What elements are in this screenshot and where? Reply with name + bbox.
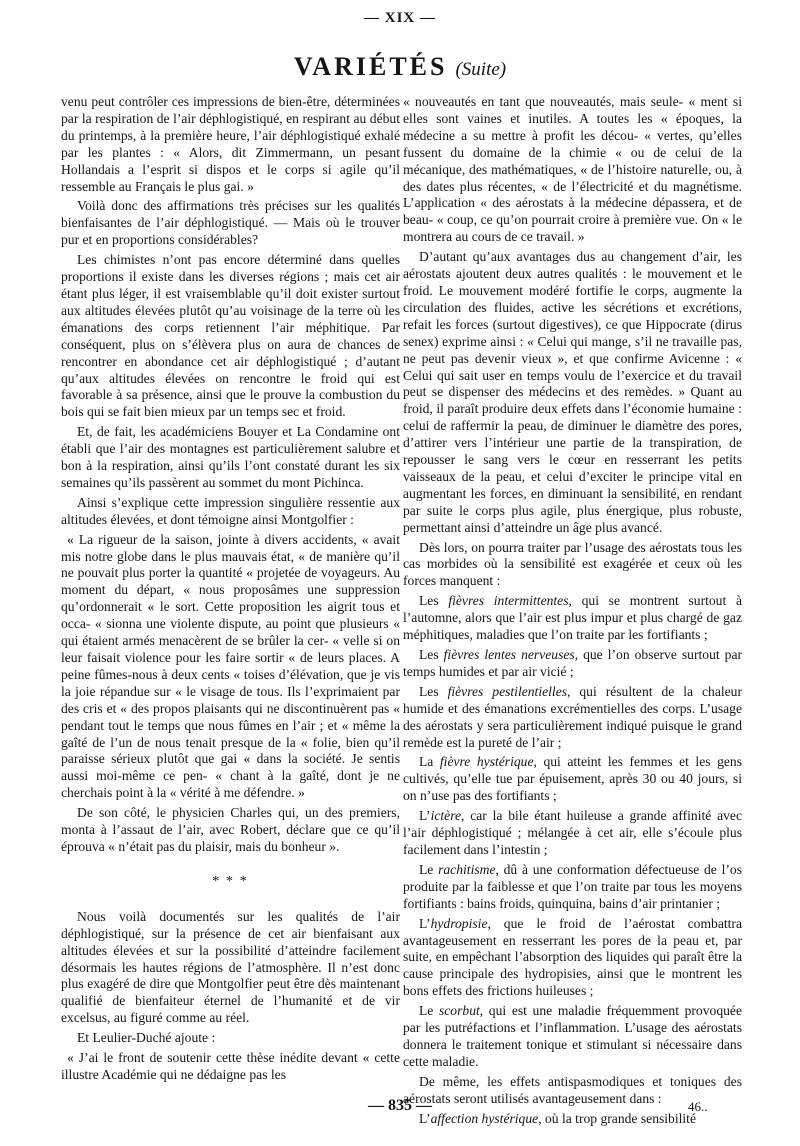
list-item: Les fièvres pestilentielles, qui résultent de la chaleur humide et des émanations excrémentielles des corps. L’usage des aérostats y sera particulièrement indiqué puisque le grand remède est la pureté de l’air ; [403,683,743,750]
list-item-text: , où la trop grande sensibilité [538,1110,696,1126]
list-item: Les fièvres intermittentes, qui se montrent surtout à l’automne, alors que l’air est plus impur et plus chargé de gaz méphitiques, maladies que l’on traite par les fortifiants ; [403,593,742,643]
list-item: Le scorbut, qui est une maladie fréquemment provoquée par les putréfactions et l’inflammation. L’usage des aérostats donnera le traitement tonique et stimulant si nécessaire dans cette maladie. [403,1003,742,1069]
quote-continuation: « nouveautés en tant que nouveautés, mais seule- « ment si elles sont vaines et inutiles. A toutes les « époques, la médecine a su mettre à profit les décou- « vertes, qu’elles fussent du domaine de la chimie « ou de celui de la mécanique, des mathématiques, « de l’histoire naturelle, ou, à des dates plus récentes, « de l’électricité et du magnétisme. L’application « des aérostats à la médecine dépassera, et de beau- « coup, ce qu’on pourrait croire à première vue. On « le montrera au cours de ce travail. » [403,94,742,245]
quote-leulier-duche: « J’ai le front de soutenir cette thèse inédite devant « cette illustre Académie qui ne dédaigne pas les [61,1050,400,1082]
list-item: L’affection hystérique, où la trop grande sensibilité [419,1110,696,1126]
disease-term: affection hystérique [430,1110,539,1126]
paragraph: Dès lors, on pourra traiter par l’usage des aérostats tous les cas morbides où la sensibilité est exagérée et ceux où les forces manquent : [403,539,742,589]
list-item-text: , qui atteint les femmes et les gens cultivés, qu’elle tue par épuisement, après 30 ou 40 jours, si on n’use pas des fortifiants ; [403,754,742,804]
paragraph: D’autant qu’aux avantages dus au changement d’air, les aérostats ajoutent deux autres qualités : le mouvement et le froid. Le mouvement modéré fortifie le corps, augmente la circulation des fluides, active les sécrétions et excrétions, refait les forces (surtout digestives), ce que Hippocrate (dirus senex) exprime ainsi : « Celui qui mange, s’il ne travaille pas, ne peut pas devenir vieux », et que confirme Avicenne : « Celui qui sait user en temps voulu de l’exercice et du travail peut se dispenser des médecins et des remèdes. » Quant au froid, il paraît produire deux effets dans l’économie humaine : celui de raffermir la peau, de diminuer le diamètre des pores, d’attirer vers l’intérieur une partie de la transpiration, de repousser le sang vers le cœur en resserrant les petits vaisseaux de la peau, et celui d’exciter le principe vital en augmentant les forces, en diminuant la sensibilité, en rendant par suite le corps plus agile, plus énergique, plus robuste, permettant ainsi d’atteindre un âge plus avancé. [403,249,742,535]
paragraph: Et Leulier-Duché ajoute : [77,1030,216,1046]
list-item: L’hydropisie, que le froid de l’aérostat combattra avantageusement en resserrant les pores de la peau et, par suite, en empêchant l’absorption des liquides qui paraît être la cause principale des hydropisies, ainsi que le montrent les bons effets des frictions huileuses ; [403,915,742,999]
list-item-text: , car la bile étant huileuse a grande affinité avec l’air déphlogistiqué ; mélangée à cet air, elle s’écoule plus facilement dans l’intestin ; [403,808,742,857]
disease-term: fièvre hystérique [439,754,534,770]
list-item-text: , que l’on observe surtout par temps humides et par air vicié ; [403,647,743,679]
list-item: Les fièvres lentes nerveuses, que l’on observe surtout par temps humides et par air vicié ; [403,647,743,679]
section-title-sub: (Suite) [455,59,507,80]
list-item: Le rachitisme, dû à une conformation défectueuse de l’os produite par la faiblesse et que l’on traite par tous les moyens fortifiants : bains froids, quinquina, bains d’air printanier ; [403,861,742,911]
paragraph: De même, les effets antispasmodiques et toniques des aérostats seront utilisés avantageusement dans : [403,1073,742,1106]
list-item: La fièvre hystérique, qui atteint les femmes et les gens cultivés, qu’elle tue par épuisement, après 30 ou 40 jours, si on n’use pas des fortifiants ; [403,754,742,804]
paragraph: De son côté, le physicien Charles qui, un des premiers, monta à l’assaut de l’air, avec Robert, déclare que ce qu’il éprouva « n’était pas du plaisir, mais du bonheur ». [61,805,400,854]
page-header-roman: — XIX — [363,10,436,26]
paragraph: Nous voilà documentés sur les qualités de l’air déphlogistiqué, sur la présence de cet air bienfaisant aux altitudes élevées et sur la possibilité d’atteindre facilement désormais les hautes régions de l’atmosphère. Il n’est donc plus exagéré de dire que Montgolfier peut être dès maintenant qualifié de bienfaiteur éternel de l’humanité et de vir excelsus, au figuré comme au réel. [61,908,400,1026]
quote-montgolfier: « La rigueur de la saison, jointe à divers accidents, « avait mis notre globe dans le plus mauvais état, « de manière qu’il ne pouvait plus porter la quantité « projetée de voyageurs. Au moment du départ, « nous proposâmes une suppression qu’ordonnerait « le sort. Cette proposition les aigrit tous et occa- « sionna une violente dispute, au point que plusieurs « qui étaient armés menacèrent de se brûler la cer- « velle si on leur faisait violence pour les faire sortir « de leurs places. A peine fûmes-nous à deux cents « toises d’élévation, que je vis la joie répandue sur « le visage de tous. Ils l’exprimaient par des cris et « des propos plaisants qui ne discontinuèrent pas « pendant tout le temps que nous fûmes en l’air ; et « même la gaîté de l’un de nous tenait presque de la « folie, bien qu’il paraisse sérieux plutôt que gai « dans la société. Je sentis aussi moi-même ce pen- « chant à la gaîté, dont je ne cherchais point à la « vérité à me défendre. » [61,531,400,801]
paragraph: Voilà donc des affirmations très précises sur les qualités bienfaisantes de l’air déphlogistiqué. — Mais où le trouver pur et en proportions considérables? [61,198,400,248]
disease-term: hydropisie [430,915,488,931]
list-item-text: , dû à une conformation défectueuse de l’os produite par la faiblesse et que l’on traite par tous les moyens fortifiants : bains froids, quinquina, bains d’air printanier ; [403,861,742,911]
list-item-text: , qui résultent de la chaleur humide et des émanations excrémentielles des corps. L’usage des aérostats y sera particulièrement indiqué puisque le grand remède est la pureté de l’air ; [403,683,743,750]
page-number: — 835 — [368,1097,432,1114]
disease-term: fièvres pestilentielles [447,683,568,699]
list-item: L’ictère, car la bile étant huileuse a grande affinité avec l’air déphlogistiqué ; mélangée à cet air, elle s’écoule plus facilement dans l’intestin ; [403,808,742,857]
disease-term: fièvres lentes nerveuses [443,647,575,662]
sheet-number: 46.. [688,1099,708,1114]
list-item-text: , qui se montrent surtout à l’automne, alors que l’air est plus impur et plus chargé de gaz méphitiques, maladies que l’on traite par les fortifiants ; [403,593,742,643]
list-item-text: , qui est une maladie fréquemment provoquée par les putréfactions et l’inflammation. L’usage des aérostats donnera le traitement tonique et stimulant si nécessaire dans cette maladie. [403,1003,742,1069]
section-title [0,52,800,85]
paragraph: Ainsi s’explique cette impression singulière ressentie aux altitudes élevées, et dont témoigne ainsi Montgolfier : [61,494,400,527]
paragraph: venu peut contrôler ces impressions de bien-être, déterminées par la respiration de l’air déphlogistiqué, en respirant au début du printemps, à la première heure, l’air déphlogistiqué exhalé par les plantes : « Alors, dit Zimmermann, un pesant Hollandais a l’esprit si dispos et le corps si agile qu’il ressemble au Français le plus gai. » [61,94,400,194]
disease-term: rachitisme [438,861,496,877]
disease-term: scorbut [438,1003,480,1019]
disease-term: fièvres intermittentes [448,593,569,609]
paragraph: Les chimistes n’ont pas encore déterminé dans quelles proportions il existe dans les diverses régions ; mais cet air étant plus léger, il est vraisemblable qu’il doit exister surtout aux altitudes élevées plutôt qu’au voisinage de la terre où les émanations des corps retiennent l’air méphitique. Par conséquent, plus on s’élèvera plus on aura de chances de rencontrer en abondance cet air déphlogistiqué ; d’autant qu’aux altitudes élevées on rencontre le froid qui est favorable à sa présence, ainsi que le prouve la combustion du bois qui se fait bien mieux par un temps sec et froid. [61,252,400,420]
disease-term: ictère [430,808,462,824]
list-item-text: , que le froid de l’aérostat combattra avantageusement en resserrant les pores de la peau et, par suite, en empêchant l’absorption des liquides qui paraît être la cause principale des hydropisies, ainsi que le montrent les bons effets des frictions huileuses ; [403,915,742,999]
paragraph: Et, de fait, les académiciens Bouyer et La Condamine ont établi que l’air des montagnes est particulièrement salubre et bon à la respiration, ainsi qu’ils l’ont constaté durant les six semaines qu’ils passèrent au sommet du mont Pichinca. [61,424,400,490]
left-column [61,94,400,1084]
section-title-main: VARIÉTÉS [293,52,448,81]
asterism-separator: * * * [212,873,249,889]
